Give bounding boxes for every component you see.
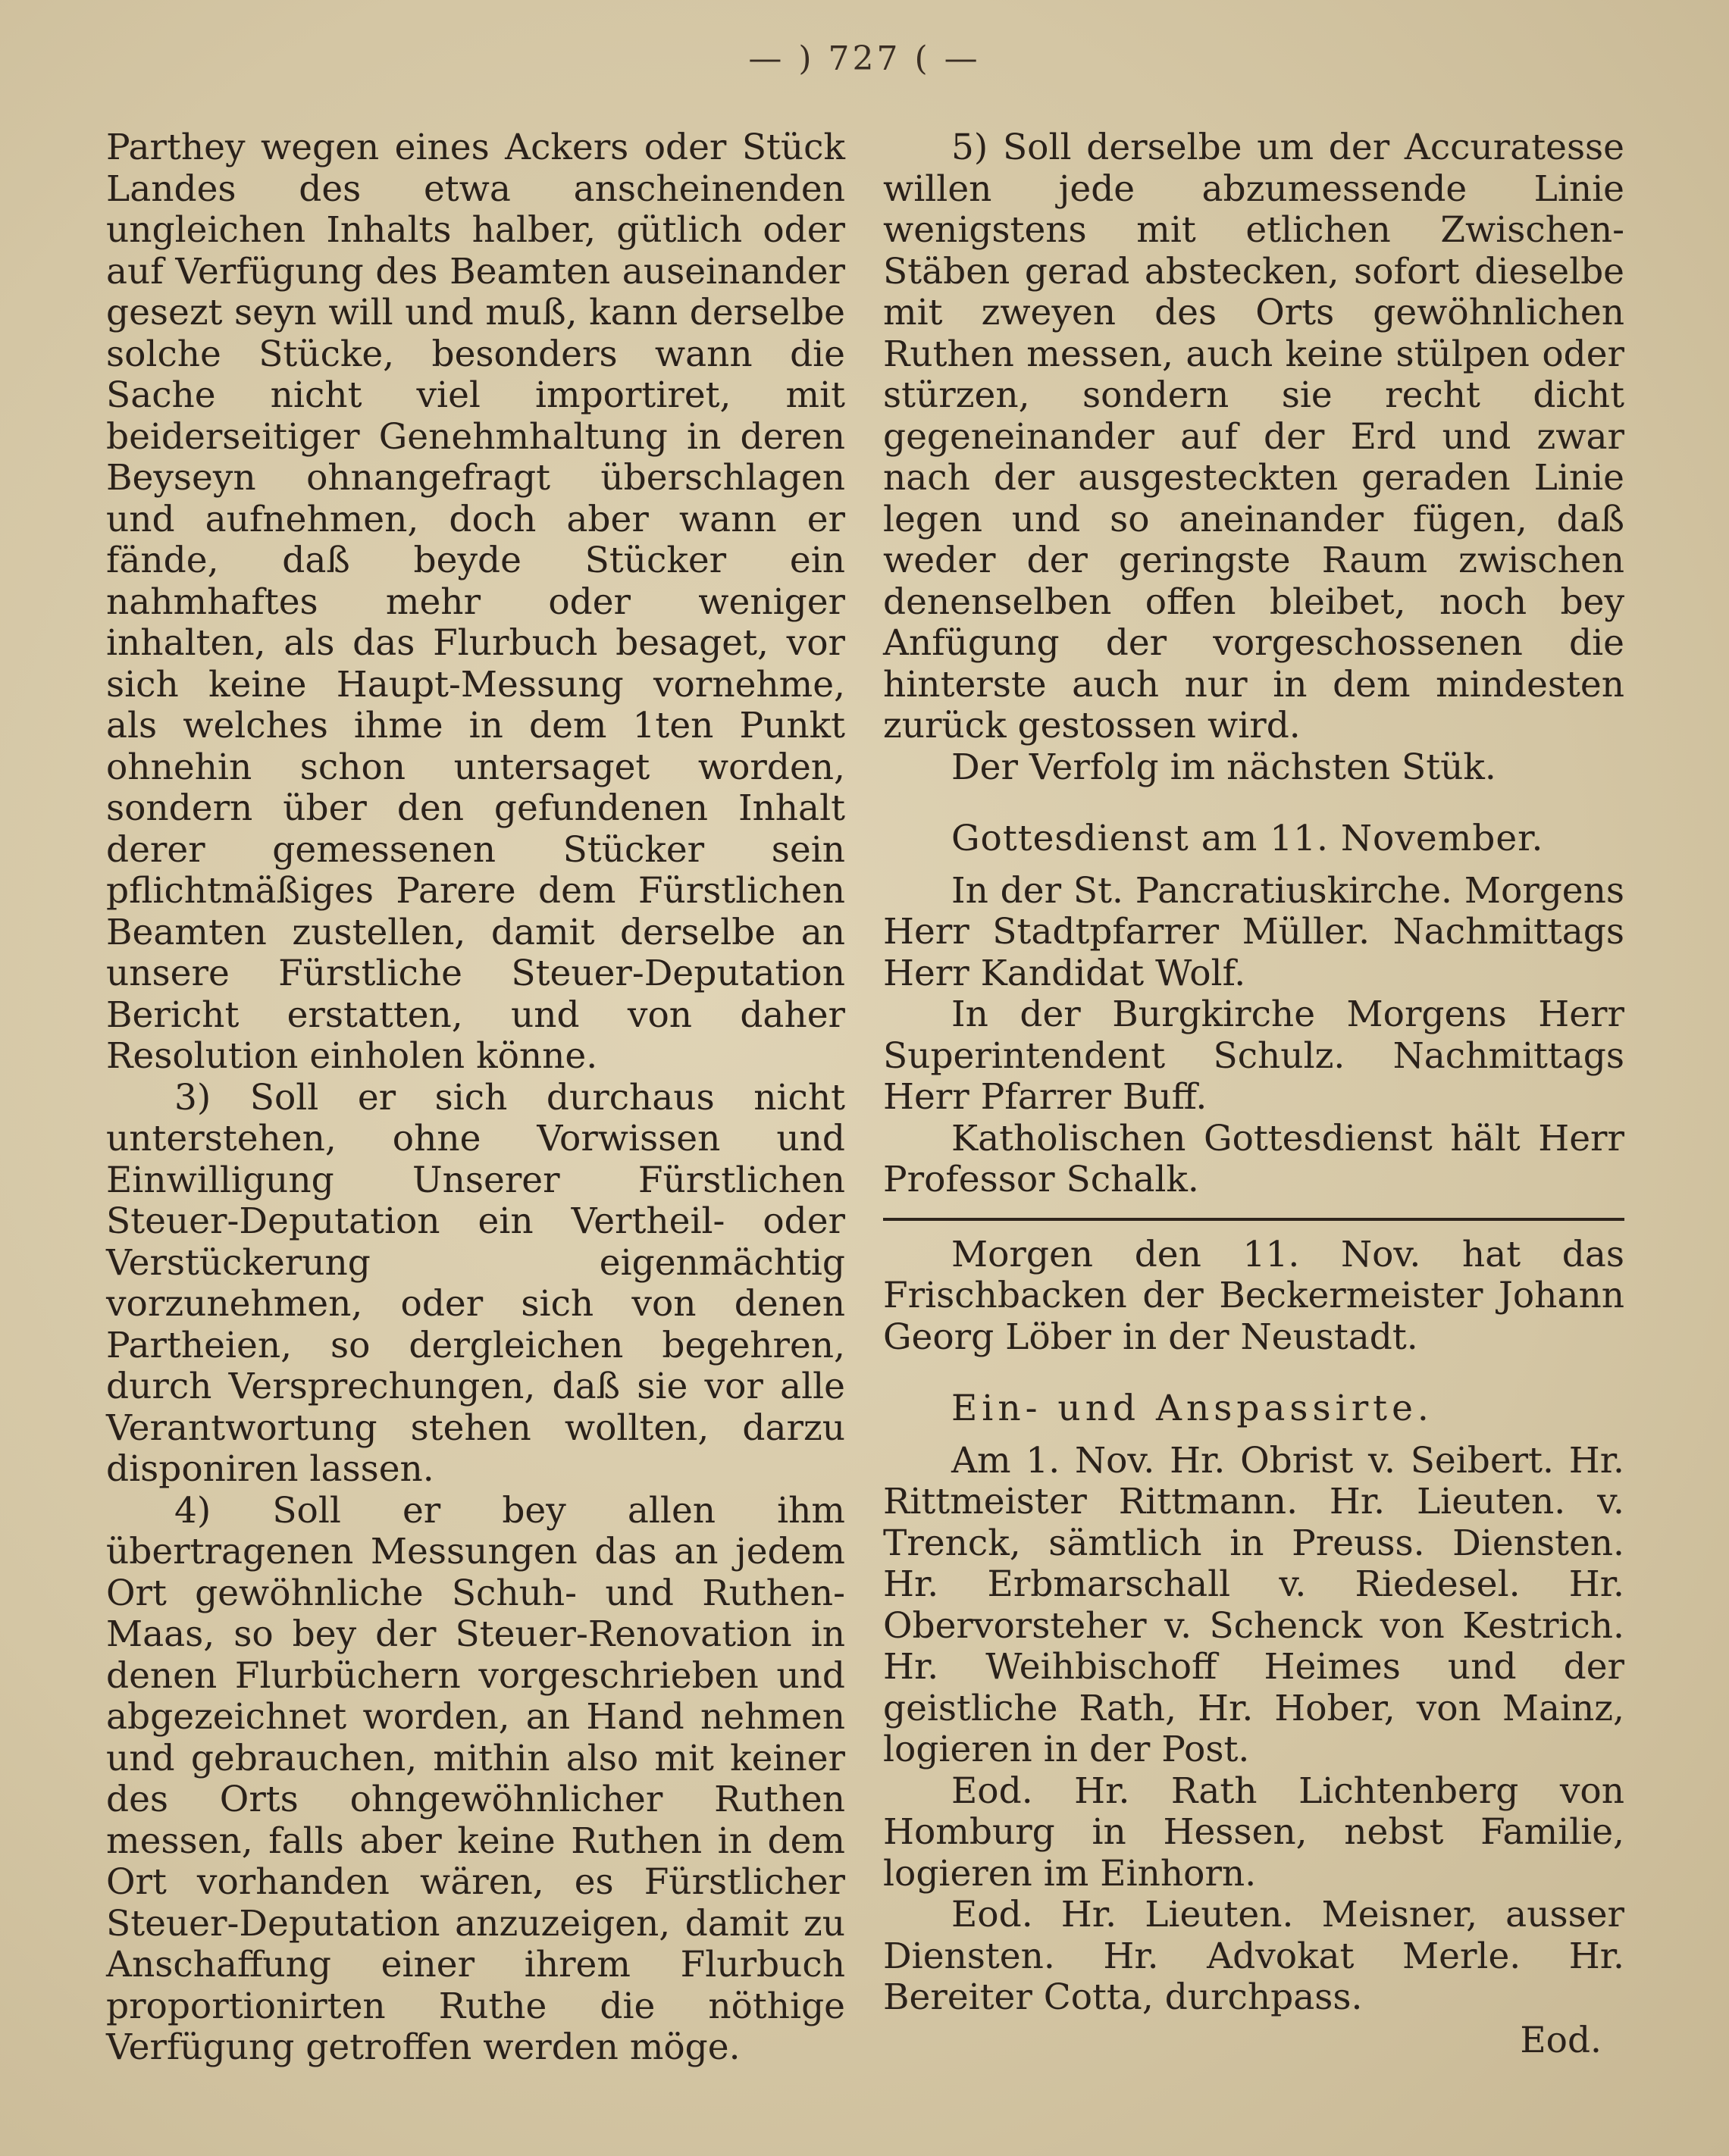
travellers-heading: Ein- und Anspassirte. bbox=[951, 1388, 1433, 1429]
church-service-heading: Gottesdienst am 11. November. bbox=[951, 818, 1544, 859]
continuation-note: Der Verfolg im nächsten Stük. bbox=[951, 746, 1496, 788]
travellers-entry: Am 1. Nov. Hr. Obrist v. Seibert. Hr. Rittmeister Rittmann. Hr. Lieuten. v. Trenck, sämtlich in Preuss. Diensten. Hr. Erbmarschall v. Riedesel. Hr. Obervorsteher v. Schenck von Kestrich. Hr. Weihbischoff Heimes und der geistliche Rath, Hr. Hober, von Mainz, logieren in der Post. bbox=[883, 1439, 1624, 1770]
regulation-point-3: 3) Soll er sich durchaus nicht unterstehen, ohne Vorwissen und Einwilligung Unserer Fürstlichen Steuer-Deputation ein Vertheil- oder Verstückerung eigenmächtig vorzunehmen, oder sich von denen Partheien, so dergleichen begehren, durch Versprechungen, daß sie vor alle Verantwortung stehen wollten, darzu disponiren lassen. bbox=[106, 1076, 845, 1490]
catchword: Eod. bbox=[1520, 2019, 1602, 2061]
regulation-point-4: 4) Soll er bey allen ihm übertragenen Messungen das an jedem Ort gewöhnliche Schuh- und Ruthen-Maas, so bey der Steuer-Renovation in denen Flurbüchern vorgeschrieben und abgezeichnet worden, an Hand nehmen und gebrauchen, mithin also mit keiner des Orts ohngewöhnlicher Ruthen messen, falls aber keine Ruthen in dem Ort vorhanden wären, es Fürstlicher Steuer-Deputation anzuzeigen, damit zu Anschaffung einer ihrem Flurbuch proportionirten Ruthe die nöthige Verfügung getroffen werden möge. bbox=[106, 1489, 845, 2068]
regulation-point-5: 5) Soll derselbe um der Accuratesse willen jede abzumessende Linie wenigstens mit etlichen Zwischen-Stäben gerad abstecken, sofort dieselbe mit zweyen des Orts gewöhnlichen Ruthen messen, auch keine stülpen oder stürzen, sondern sie recht dicht gegeneinander auf der Erd und zwar nach der ausgesteckten geraden Linie legen und so aneinander fügen, daß weder der geringste Raum zwischen denenselben offen bleibet, noch bey Anfügung der vorgeschossenen die hinterste auch nur in dem mindesten zurück gestossen wird. bbox=[883, 127, 1624, 746]
travellers-entry: Eod. Hr. Rath Lichtenberg von Homburg in Hessen, nebst Familie, logieren im Einhorn. bbox=[883, 1770, 1624, 1895]
section-divider bbox=[883, 1218, 1624, 1221]
continued-paragraph: Parthey wegen eines Ackers oder Stück Landes des etwa anscheinenden ungleichen Inhalts halber, gütlich oder auf Verfügung des Beamten auseinander gesezt seyn will und muß, kann derselbe solche Stücke, besonders wann die Sache nicht viel importiret, mit beiderseitiger Genehmhaltung in deren Beyseyn ohnangefragt überschlagen und aufnehmen, doch aber wann er fände, daß beyde Stücker ein nahmhaftes mehr oder weniger inhalten, als das Flurbuch besaget, vor sich keine Haupt-Messung vornehme, als welches ihme in dem 1ten Punkt ohnehin schon untersaget worden, sondern über den gefundenen Inhalt derer gemessenen Stücker sein pflichtmäßiges Parere dem Fürstlichen Beamten zustellen, damit derselbe an unsere Fürstliche Steuer-Deputation Bericht erstatten, und von daher Resolution einholen könne. bbox=[106, 127, 845, 1077]
travellers-entry: Eod. Hr. Lieuten. Meisner, ausser Diensten. Hr. Advokat Merle. Hr. Bereiter Cotta, durchpass. bbox=[883, 1894, 1624, 2018]
church-service-entry: In der Burgkirche Morgens Herr Superintendent Schulz. Nachmittags Herr Pfarrer Buff. bbox=[883, 994, 1624, 1118]
church-service-entry: Katholischen Gottesdienst hält Herr Professor Schalk. bbox=[883, 1117, 1624, 1200]
baker-notice: Morgen den 11. Nov. hat das Frischbacken der Beckermeister Johann Georg Löber in der Neustadt. bbox=[883, 1233, 1624, 1358]
page-number: — ) 727 ( — bbox=[748, 39, 981, 78]
left-column bbox=[106, 127, 845, 2069]
church-service-entry: In der St. Pancratiuskirche. Morgens Herr Stadtpfarrer Müller. Nachmittags Herr Kandidat Wolf. bbox=[883, 869, 1624, 994]
right-column bbox=[883, 127, 1624, 2061]
